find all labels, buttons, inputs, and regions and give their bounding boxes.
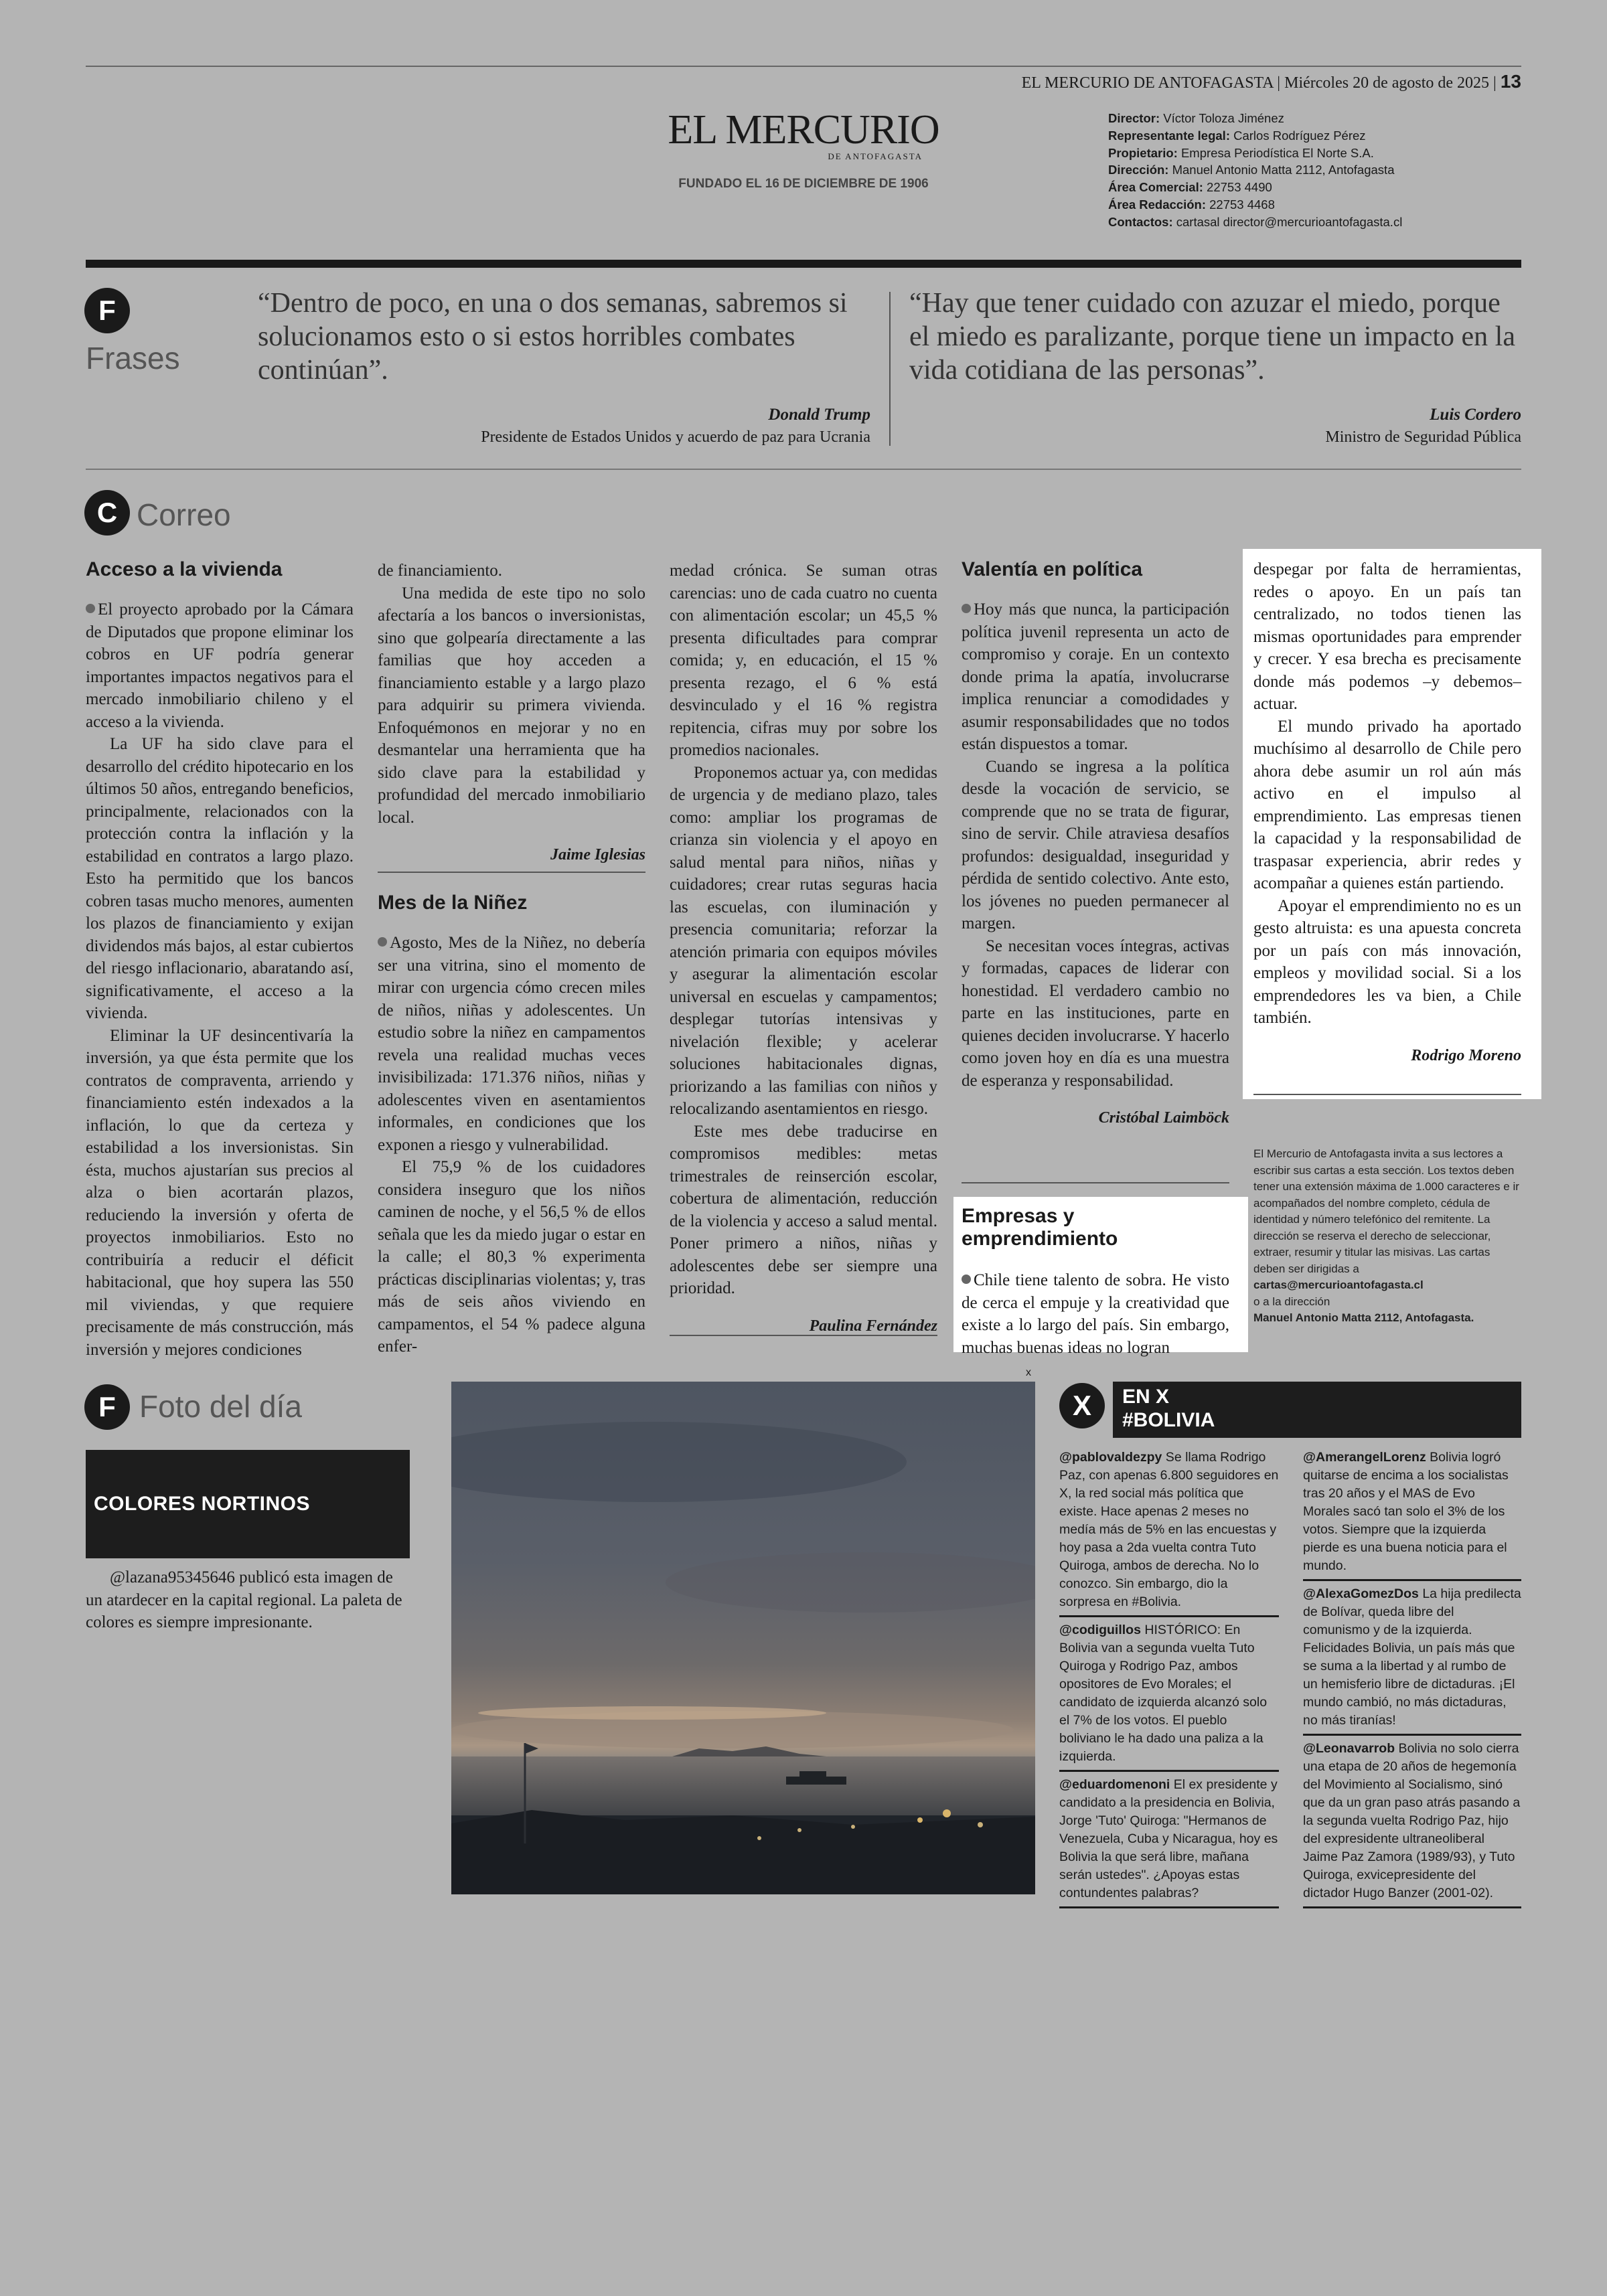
x-icon: X [1059, 1383, 1105, 1428]
x-post [1059, 1449, 1279, 1617]
foto-box-title: COLORES NORTINOS [94, 1493, 311, 1515]
x-post-user[interactable]: @codiguillos [1059, 1623, 1141, 1637]
x-posts-right [1303, 1449, 1521, 1912]
letter-acceso-vivienda [86, 558, 354, 1361]
paragraph [962, 1269, 1229, 1359]
masthead-value: Empresa Periodística El Norte S.A. [1180, 145, 1374, 160]
paragraph [1253, 716, 1521, 895]
masthead-label: Director: [1108, 111, 1160, 125]
paragraph [86, 598, 354, 733]
correo-title: Correo [137, 497, 231, 532]
x-post [1303, 1449, 1521, 1581]
x-post [1303, 1740, 1521, 1908]
x-post-text: HISTÓRICO: En Bolivia van a segunda vuelta Tuto Quiroga y Rodrigo Paz, ambos opositores de Evo Morales; el candidato de izquierda alcanzó solo el 7% de los votos. El pueblo boliviano le ha dado una paliza a la izquierda. [1059, 1623, 1268, 1764]
paragraph [378, 1156, 645, 1358]
paragraph [670, 762, 937, 1121]
x-post-user[interactable]: @AmerangelLorenz [1303, 1450, 1426, 1465]
letter-signature: Paulina Fernández [809, 1317, 937, 1335]
paragraph-text: de financiamiento. [378, 562, 503, 580]
paragraph [86, 1025, 354, 1362]
logo-subtitle: DE ANTOFAGASTA [828, 151, 923, 161]
letter-heading: Acceso a la vivienda [86, 558, 283, 580]
x-post-text: Bolivia logró quitarse de encima a los socialistas tras 20 años y el MAS de Evo Morales sacó tan solo el 3% de los votos. Siempre que la izquierda pierde es una buena noticia para el mundo. [1303, 1450, 1509, 1573]
letter-body [1253, 558, 1521, 1030]
masthead-label: Área Redacción: [1108, 197, 1206, 212]
letter-body [378, 932, 645, 1358]
foto-title: Foto del día [139, 1389, 302, 1424]
masthead-label: Propietario: [1108, 145, 1178, 160]
masthead-label: Contactos: [1108, 214, 1173, 229]
bullet-icon [378, 937, 387, 947]
letter-empresas-continued [1253, 558, 1521, 1065]
letter-valentia-politica [962, 558, 1229, 1127]
masthead-value: 22753 4490 [1207, 180, 1272, 195]
x-post-text: Bolivia no solo cierra una etapa de 20 años de hegemonía del Movimiento al Socialismo, sinó que da un gran paso atrás pasando a la segunda vuelta Rodrigo Paz, hijo del expresidente ultraneoliberal Jaime Paz Zamora (1989/93), y Tuto Quiroga, exvicepresidente del dictador Hugo Banzer (2001-02). [1303, 1741, 1521, 1900]
frases-title: Frases [86, 341, 180, 376]
letter-signature: Cristóbal Laimböck [1098, 1109, 1229, 1127]
x-post-text: La hija predilecta de Bolívar, queda libre del comunismo y de la izquierda. Felicidades Bolivia, un país más que se suma a la libertad y al rumbo de un hemisferio libre de dictaduras. ¡El mundo cambió, no más dictaduras, no más tiranías! [1303, 1586, 1521, 1728]
paragraph [1253, 558, 1521, 716]
paragraph-text: Agosto, Mes de la Niñez, no debería ser una vitrina, sino el momento de mirar con urgencia cómo crecen miles de niños, niñas y adolescentes. Un estudio sobre la niñez en campamentos revela una realidad muchas veces invisibilizada: 171.376 niños, niñas y adolescentes viven en asentamientos informales, en condiciones que los exponen a riesgo y vulnerabilidad. [378, 934, 645, 1154]
letter-continuation [378, 560, 645, 864]
masthead-label: Área Comercial: [1108, 180, 1203, 195]
letter-heading: Mes de la Niñez [378, 892, 528, 914]
bullet-icon [962, 1275, 971, 1284]
folio-text: EL MERCURIO DE ANTOFAGASTA | Miércoles 20 de agosto de 2025 | [1021, 74, 1497, 92]
letters-notice [1253, 1146, 1521, 1327]
masthead-row [1108, 145, 1483, 162]
founded-line: FUNDADO EL 16 DE DICIEMBRE DE 1906 [678, 177, 929, 191]
letter-body [670, 560, 937, 1300]
letter-heading: Valentía en política [962, 558, 1143, 580]
paragraph [670, 560, 937, 762]
quote-2-text: “Hay que tener cuidado con azuzar el miedo, porque el miedo es paralizante, porque tiene un impacto en la vida cotidiana de las personas”. [909, 288, 1515, 386]
paragraph [86, 733, 354, 1025]
notice-email[interactable]: cartas@mercurioantofagasta.cl [1253, 1279, 1424, 1291]
paragraph-text: Apoyar el emprendimiento no es un gesto altruista: es una apuesta concreta por un país con más innovación, empleos y movilidad social. Si a los emprendedores les va bien, a Chile también. [1253, 896, 1521, 1027]
x-post-text: Se llama Rodrigo Paz, con apenas 6.800 seguidores en X, la red social más política que existe. Hace apenas 2 meses no medía más de 5% en las encuestas y hoy pasa a 2da vuelta contra Tuto Quiroga, ambos de derecha. No lo conozco. Sin embargo, dio la sorpresa en #Bolivia. [1059, 1450, 1279, 1609]
paragraph-text: Se necesitan voces íntegras, activas y formadas, capaces de liderar con honestidad. El verdadero cambio no parte en las instituciones, parte en quienes deciden involucrarse. Y hacerlo como joven hoy en día es una muestra de esperanza y responsabilidad. [962, 936, 1229, 1090]
x-post-user[interactable]: @eduardomenoni [1059, 1777, 1170, 1792]
x-post [1059, 1776, 1279, 1908]
enx-title-line2: #BOLIVIA [1122, 1409, 1215, 1431]
paragraph-text: El 75,9 % de los cuidadores considera inseguro que los niños caminen de noche, y el 56,5 % de ellos señala que les da miedo jugar o estar en la calle; el 80,3 % experimenta prácticas disciplinarias violentas; y, tras más de seis años viviendo en campamentos, el 54 % padece alguna enfer- [378, 1158, 645, 1356]
foto-icon: F [84, 1384, 130, 1430]
page-folio [964, 71, 1521, 92]
letter-body [962, 1269, 1229, 1359]
paragraph-text: La UF ha sido clave para el desarrollo del crédito hipotecario en los últimos 50 años, entregando beneficios, principalmente, relacionados con la protección contra la inflación y la estabilidad en contratos a largo plazo. Esto ha permitido que los bancos cobren tasas mucho menores, aumenten los plazos de financiamiento y exijan dividendos más bajos, al estar cubiertos del riesgo inflacionario, abaratando así, significativamente, el acceso a la vivienda. [86, 735, 354, 1022]
x-post-user[interactable]: @Leonavarrob [1303, 1741, 1395, 1756]
paragraph-text: Proponemos actuar ya, con medidas de urgencia y de mediano plazo, tales como: ampliar los programas de crianza sin violencia y el apoyo en salud mental para niños, niñas y cuidadores; crear rutas seguras hacia las escuelas, con iluminación y presencia comunitaria; reforzar la atención primaria con equipos móviles y asegurar la alimentación escolar universal en escuelas y campamentos; desplegar tutorías intensivas y nivelación flexible; y acelerar soluciones habitacionales dignas, priorizando a las familias con niños y relocalizando asentamientos en riesgo. [670, 763, 937, 1118]
paragraph-text: El proyecto aprobado por la Cámara de Diputados que propone eliminar los cobros en UF podría generar importantes impactos negativos para el mercado inmobiliario chileno y el acceso a la vivienda. [86, 600, 354, 731]
bullet-icon [86, 604, 95, 613]
masthead-row [1108, 179, 1483, 196]
quote-2 [909, 286, 1525, 387]
paragraph [378, 932, 645, 1156]
foto-box [86, 1450, 410, 1558]
paragraph [962, 598, 1229, 756]
masthead-label: Representante legal: [1108, 128, 1230, 143]
page-number: 13 [1500, 71, 1521, 92]
masthead-value: Carlos Rodríguez Pérez [1233, 128, 1366, 143]
quote-1-author: Donald Trump [768, 406, 870, 424]
paragraph-text: Eliminar la UF desincentivaría la inversión, ya que ésta permite que los contratos de compraventa, arriendo y financiamiento estén indexados a la inflación, lo que da certeza y estabilidad a los inversionistas. Sin ésta, muchos ajustarían sus precios al alza o bien acortarán plazos, reduciendo la inversión y oferta de proyectos inmobiliarios. Esto no contribuiría a reducir el déficit habitacional, que hoy supera las 550 mil viviendas, y que requiere precisamente de más construcción, más inversión y mejores condiciones [86, 1026, 354, 1359]
x-post-text: El ex presidente y candidato a la presidencia en Bolivia, Jorge 'Tuto' Quiroga: "Hermanos de Venezuela, Cuba y Nicaragua, hoy es Bolivia la que será libre, mañana serán ustedes". ¿Apoyas estas contundentes palabras? [1059, 1777, 1278, 1900]
letter-empresas [962, 1205, 1229, 1359]
enx-title-line1: EN X [1122, 1386, 1170, 1408]
quote-1-text: “Dentro de poco, en una o dos semanas, sabremos si solucionamos esto o si estos horribles combates continúan”. [258, 288, 848, 386]
letter-body [378, 560, 645, 829]
masthead-value: Víctor Toloza Jiménez [1163, 111, 1284, 125]
paragraph-text: Chile tiene talento de sobra. He visto de cerca el empuje y la creatividad que existe a lo largo del país. Sin embargo, muchas buenas ideas no logran [962, 1271, 1229, 1357]
letter-signature: Jaime Iglesias [550, 846, 645, 864]
masthead-value: cartasal director@mercurioantofagasta.cl [1176, 214, 1403, 229]
quote-1 [258, 286, 874, 387]
logo-text: EL MERCURIO [668, 107, 939, 153]
paragraph-text: Este mes debe traducirse en compromisos medibles: metas trimestrales de reinserción escolar, cobertura de alimentación, reducción de la violencia y acceso a salud mental. Poner primero a niños, niñas y adolescentes debe ser siempre una prioridad. [670, 1122, 937, 1297]
masthead-row [1108, 110, 1483, 127]
bullet-icon [962, 604, 971, 613]
sunset-photo [451, 1382, 1035, 1894]
paragraph-text: despegar por falta de herramientas, redes o apoyo. En un país tan centralizado, no todos tienen las mismas oportunidades para emprender y crecer. Y esa brecha es precisamente donde más podemos –y debemos– actuar. [1253, 560, 1521, 713]
paragraph [378, 560, 645, 582]
paragraph-text: medad crónica. Se suman otras carencias: uno de cada cuatro no cuenta con alimentación escolar; un 45,5 % presenta dificultades para comprar comida; y, en educación, el 15 % presenta rezago, el 6 % está desvinculado y el 16 % registra repitencia, cifras muy por sobre los promedios nacionales. [670, 562, 937, 759]
letter-body [86, 598, 354, 1361]
letter-signature: Rodrigo Moreno [1411, 1046, 1521, 1064]
masthead [1108, 110, 1483, 231]
paragraph-text: El mundo privado ha aportado muchísimo al desarrollo de Chile pero ahora debe asumir un rol aún más activo en el impulso al emprendimiento. Las empresas tienen la capacidad y la responsabilidad de traspasar experiencia, abrir redes y acompañar a quienes están partiendo. [1253, 717, 1521, 892]
quote-2-author: Luis Cordero [1430, 406, 1521, 424]
correo-icon: C [84, 490, 130, 536]
paragraph [378, 582, 645, 829]
masthead-row [1108, 161, 1483, 179]
x-post [1303, 1585, 1521, 1736]
letter-body [962, 598, 1229, 1092]
x-post-user[interactable]: @pablovaldezpy [1059, 1450, 1162, 1465]
x-post-user[interactable]: @AlexaGomezDos [1303, 1586, 1419, 1601]
notice-address: Manuel Antonio Matta 2112, Antofagasta. [1253, 1311, 1474, 1324]
letter-ninez-continued [670, 560, 937, 1335]
foto-caption [86, 1566, 410, 1634]
paragraph [670, 1121, 937, 1300]
letter-mes-ninez [378, 892, 645, 1358]
paragraph-text: Hoy más que nunca, la participación política juvenil representa un acto de compromiso y coraje. En un contexto donde prima la apatía, involucrarse implica renunciar a comodidades y asumir responsabilidades que no todos están dispuestos a tomar. [962, 600, 1229, 753]
masthead-value: 22753 4468 [1209, 197, 1275, 212]
newspaper-logo [663, 108, 944, 162]
close-icon[interactable]: x [1026, 1367, 1031, 1378]
foto-caption-text: @lazana95345646 publicó esta imagen de un atardecer en la capital regional. La paleta de colores es siempre impresionante. [86, 1568, 402, 1631]
paragraph-text: Una medida de este tipo no solo afectaría a los bancos o inversionistas, sino que golpearía directamente a las familias que hoy acceden a financiamiento estable y a largo plazo para adquirir su primera vivienda. Enfoquémonos en mejorar y no en desmantelar una herramienta que ha sido clave para la estabilidad y profundidad del mercado inmobiliario local. [378, 584, 645, 827]
paragraph [962, 935, 1229, 1092]
x-post [1059, 1621, 1279, 1772]
masthead-row [1108, 214, 1483, 231]
paragraph-text: Cuando se ingresa a la política desde la vocación de servicio, se comprende que no se trata de figurar, sino de servir. Chile atraviesa desafíos profundos: desigualdad, inseguridad y pérdida de sentido colectivo. Ante esto, los jóvenes no pueden permanecer al margen. [962, 757, 1229, 932]
notice-or: o a la dirección [1253, 1295, 1330, 1308]
paragraph [1253, 895, 1521, 1030]
x-posts-left [1059, 1449, 1279, 1912]
masthead-row [1108, 196, 1483, 214]
quote-2-role: Ministro de Seguridad Pública [1325, 428, 1521, 446]
masthead-label: Dirección: [1108, 163, 1169, 177]
paragraph [962, 756, 1229, 935]
enx-header [1113, 1382, 1521, 1438]
quote-1-role: Presidente de Estados Unidos y acuerdo de paz para Ucrania [481, 428, 870, 446]
masthead-value: Manuel Antonio Matta 2112, Antofagasta [1172, 163, 1395, 177]
letter-heading: Empresas y emprendimiento [962, 1205, 1118, 1250]
notice-text: El Mercurio de Antofagasta invita a sus lectores a escribir sus cartas a esta sección. Los textos deben tener una extensión máxima de 1.000 caracteres e ir acompañados del nombre completo, cédula de identidad y número telefónico del remitente. La dirección se reserva el derecho de seleccionar, extraer, resumir y titular las misivas. Las cartas deben ser dirigidas a [1253, 1147, 1519, 1275]
frases-icon: F [84, 288, 130, 333]
masthead-row [1108, 127, 1483, 145]
